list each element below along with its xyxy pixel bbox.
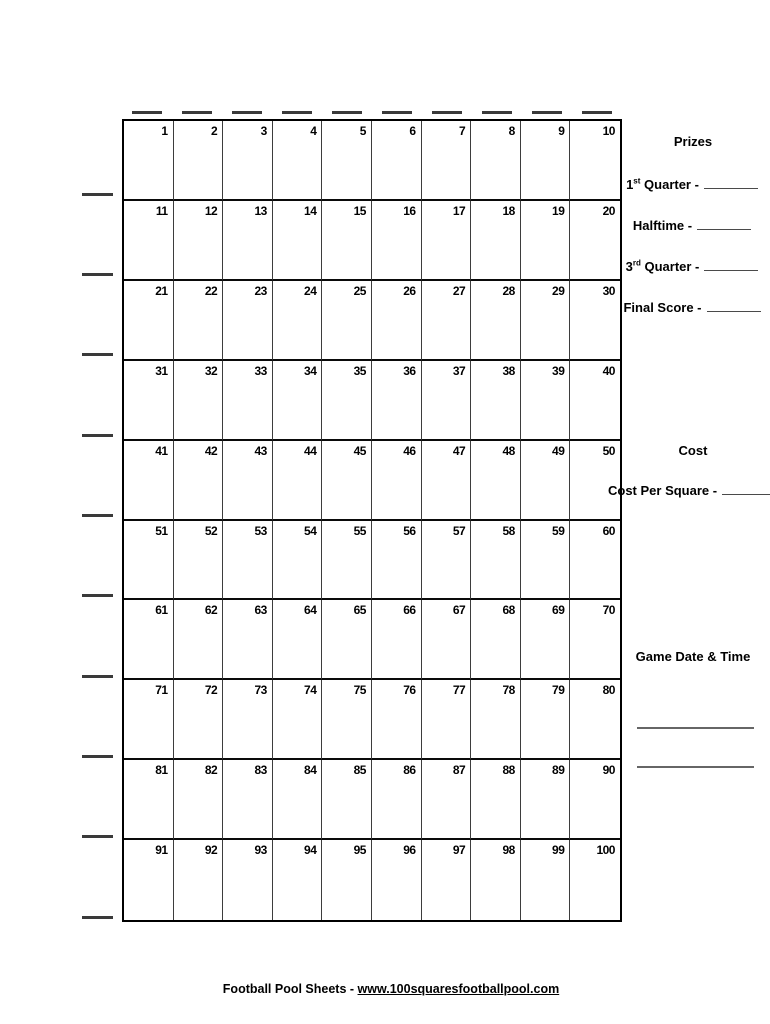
prize-row xyxy=(614,300,770,318)
square-number: 37 xyxy=(452,363,466,378)
square-number: 98 xyxy=(502,843,515,858)
footer-text: Football Pool Sheets - xyxy=(222,982,358,996)
grid-square[interactable] xyxy=(471,680,521,760)
square-number: 8 xyxy=(508,124,515,138)
grid-square[interactable] xyxy=(372,680,422,760)
grid-square[interactable] xyxy=(223,521,273,601)
squares-grid xyxy=(122,119,622,922)
square-number: 69 xyxy=(552,603,565,618)
square-number: 58 xyxy=(502,523,515,538)
row-score-blank[interactable] xyxy=(82,353,113,356)
grid-square[interactable] xyxy=(422,361,472,441)
square-number: 79 xyxy=(552,683,565,698)
grid-square[interactable] xyxy=(372,281,422,361)
grid-square[interactable] xyxy=(471,760,521,840)
column-score-blank[interactable] xyxy=(332,111,362,114)
square-number: 49 xyxy=(552,443,565,458)
grid-square[interactable] xyxy=(521,521,571,601)
cost-per-square-row xyxy=(608,483,770,498)
square-number: 48 xyxy=(502,443,515,458)
grid-square[interactable] xyxy=(372,600,422,680)
grid-square[interactable] xyxy=(471,121,521,201)
grid-square[interactable] xyxy=(223,600,273,680)
square-number: 13 xyxy=(254,203,267,218)
prize-label: Halftime - xyxy=(632,218,693,233)
prizes-title: Prizes xyxy=(673,134,713,149)
grid-square[interactable] xyxy=(273,600,323,680)
square-number: 57 xyxy=(452,523,466,538)
grid-square[interactable] xyxy=(422,121,472,201)
grid-square[interactable] xyxy=(174,361,224,441)
grid-square[interactable] xyxy=(124,441,174,521)
prize-row xyxy=(614,177,770,195)
grid-square[interactable] xyxy=(124,521,174,601)
grid-square[interactable] xyxy=(471,441,521,521)
square-number: 31 xyxy=(155,363,168,378)
cost-per-square-label: Cost Per Square - xyxy=(608,483,718,498)
grid-square[interactable] xyxy=(570,441,620,521)
grid-square[interactable] xyxy=(322,840,372,920)
row-score-blank[interactable] xyxy=(82,434,113,437)
grid-square[interactable] xyxy=(372,361,422,441)
square-number: 68 xyxy=(502,603,515,618)
square-number: 64 xyxy=(304,603,317,618)
square-number: 26 xyxy=(403,283,416,298)
prize-blank-line[interactable] xyxy=(707,300,761,312)
square-number: 1 xyxy=(161,124,168,138)
grid-square[interactable] xyxy=(223,121,273,201)
square-number: 11 xyxy=(155,203,168,218)
column-score-blank[interactable] xyxy=(182,111,212,114)
grid-square[interactable] xyxy=(570,281,620,361)
prize-row xyxy=(614,218,770,236)
prizes-list xyxy=(614,177,770,341)
prize-blank-line[interactable] xyxy=(704,177,758,189)
grid-square[interactable] xyxy=(124,840,174,920)
square-number: 60 xyxy=(602,523,615,538)
grid-square[interactable] xyxy=(124,361,174,441)
square-number: 84 xyxy=(304,763,317,778)
square-number: 76 xyxy=(403,683,416,698)
grid-square[interactable] xyxy=(124,201,174,281)
square-number: 95 xyxy=(353,843,366,858)
grid-square[interactable] xyxy=(174,121,224,201)
game-date-line-2[interactable] xyxy=(637,766,754,768)
square-number: 62 xyxy=(204,603,218,618)
grid-square[interactable] xyxy=(422,760,472,840)
column-score-blank[interactable] xyxy=(582,111,612,114)
grid-square[interactable] xyxy=(521,680,571,760)
square-number: 4 xyxy=(310,124,317,138)
column-score-blank[interactable] xyxy=(282,111,312,114)
grid-square[interactable] xyxy=(322,361,372,441)
grid-square[interactable] xyxy=(223,361,273,441)
square-number: 88 xyxy=(502,763,515,778)
grid-square[interactable] xyxy=(174,281,224,361)
grid-square[interactable] xyxy=(570,361,620,441)
square-number: 47 xyxy=(452,443,466,458)
prize-row xyxy=(614,259,770,277)
square-number: 15 xyxy=(353,203,366,218)
prize-blank-line[interactable] xyxy=(697,218,751,230)
grid-square[interactable] xyxy=(273,840,323,920)
square-number: 52 xyxy=(204,523,218,538)
grid-square[interactable] xyxy=(273,121,323,201)
grid-square[interactable] xyxy=(273,521,323,601)
square-number: 46 xyxy=(403,443,416,458)
square-number: 16 xyxy=(403,203,416,218)
square-number: 7 xyxy=(459,124,466,138)
row-score-blank[interactable] xyxy=(82,835,113,838)
grid-square[interactable] xyxy=(471,600,521,680)
grid-square[interactable] xyxy=(322,201,372,281)
grid-square[interactable] xyxy=(223,201,273,281)
square-number: 86 xyxy=(403,763,416,778)
grid-square[interactable] xyxy=(124,121,174,201)
grid-square[interactable] xyxy=(471,840,521,920)
grid-square[interactable] xyxy=(124,281,174,361)
square-number: 78 xyxy=(502,683,515,698)
footer-link[interactable]: www.100squaresfootballpool.com xyxy=(357,982,560,996)
grid-square[interactable] xyxy=(223,281,273,361)
square-number: 53 xyxy=(254,523,267,538)
square-number: 22 xyxy=(204,283,218,298)
grid-square[interactable] xyxy=(570,760,620,840)
grid-square[interactable] xyxy=(124,760,174,840)
grid-square[interactable] xyxy=(223,680,273,760)
grid-square[interactable] xyxy=(521,201,571,281)
square-number: 81 xyxy=(155,763,168,778)
prize-label: 3rd Quarter - xyxy=(625,259,700,275)
grid-square[interactable] xyxy=(422,840,472,920)
grid-square[interactable] xyxy=(322,600,372,680)
grid-square[interactable] xyxy=(372,760,422,840)
square-number: 93 xyxy=(254,843,267,858)
grid-square[interactable] xyxy=(273,361,323,441)
grid-square[interactable] xyxy=(471,361,521,441)
row-score-blank[interactable] xyxy=(82,594,113,597)
square-number: 85 xyxy=(353,763,366,778)
grid-square[interactable] xyxy=(471,521,521,601)
square-number: 38 xyxy=(502,363,515,378)
row-score-blank[interactable] xyxy=(82,916,113,919)
square-number: 97 xyxy=(452,843,466,858)
grid-square[interactable] xyxy=(521,840,571,920)
prize-label: Final Score - xyxy=(623,300,702,315)
square-number: 21 xyxy=(155,283,168,298)
grid-square[interactable] xyxy=(322,441,372,521)
square-number: 35 xyxy=(353,363,366,378)
square-number: 25 xyxy=(353,283,366,298)
grid-square[interactable] xyxy=(570,600,620,680)
grid-square[interactable] xyxy=(570,521,620,601)
square-number: 43 xyxy=(254,443,267,458)
square-number: 99 xyxy=(552,843,565,858)
square-number: 9 xyxy=(558,124,565,138)
square-number: 87 xyxy=(452,763,466,778)
square-number: 27 xyxy=(452,283,466,298)
square-number: 5 xyxy=(359,124,366,138)
square-number: 61 xyxy=(155,603,168,618)
square-number: 80 xyxy=(602,683,615,698)
square-number: 89 xyxy=(552,763,565,778)
square-number: 44 xyxy=(304,443,317,458)
square-number: 17 xyxy=(452,203,466,218)
grid-square[interactable] xyxy=(223,441,273,521)
square-number: 73 xyxy=(254,683,267,698)
prize-blank-line[interactable] xyxy=(704,259,758,271)
grid-square[interactable] xyxy=(322,760,372,840)
square-number: 39 xyxy=(552,363,565,378)
square-number: 20 xyxy=(602,203,615,218)
square-number: 18 xyxy=(502,203,515,218)
square-number: 90 xyxy=(602,763,615,778)
grid-square[interactable] xyxy=(570,840,620,920)
grid-square[interactable] xyxy=(174,840,224,920)
square-number: 63 xyxy=(254,603,267,618)
square-number: 19 xyxy=(552,203,565,218)
grid-square[interactable] xyxy=(521,281,571,361)
grid-square[interactable] xyxy=(322,121,372,201)
grid-square[interactable] xyxy=(124,600,174,680)
column-score-blank[interactable] xyxy=(382,111,412,114)
square-number: 45 xyxy=(353,443,366,458)
grid-square[interactable] xyxy=(521,600,571,680)
grid-square[interactable] xyxy=(570,680,620,760)
square-number: 71 xyxy=(155,683,168,698)
grid-square[interactable] xyxy=(223,760,273,840)
grid-square[interactable] xyxy=(273,441,323,521)
square-number: 28 xyxy=(502,283,515,298)
grid-square[interactable] xyxy=(174,680,224,760)
square-number: 56 xyxy=(403,523,416,538)
grid-square[interactable] xyxy=(570,121,620,201)
grid-square[interactable] xyxy=(174,521,224,601)
grid-square[interactable] xyxy=(174,201,224,281)
square-number: 41 xyxy=(155,443,168,458)
cost-blank-line[interactable] xyxy=(722,483,770,495)
square-number: 96 xyxy=(403,843,416,858)
grid-square[interactable] xyxy=(124,680,174,760)
grid-square[interactable] xyxy=(174,760,224,840)
square-number: 33 xyxy=(254,363,267,378)
square-number: 67 xyxy=(452,603,466,618)
game-date-time-title: Game Date & Time xyxy=(635,649,751,664)
footer xyxy=(0,982,770,996)
column-score-blank[interactable] xyxy=(132,111,162,114)
grid-square[interactable] xyxy=(570,201,620,281)
row-score-blank[interactable] xyxy=(82,514,113,517)
grid-square[interactable] xyxy=(372,521,422,601)
square-number: 72 xyxy=(204,683,218,698)
grid-square[interactable] xyxy=(273,760,323,840)
square-number: 91 xyxy=(155,843,168,858)
grid-square[interactable] xyxy=(372,121,422,201)
square-number: 55 xyxy=(353,523,366,538)
square-number: 24 xyxy=(304,283,317,298)
square-number: 75 xyxy=(353,683,366,698)
grid-square[interactable] xyxy=(273,281,323,361)
grid-square[interactable] xyxy=(223,840,273,920)
grid-square[interactable] xyxy=(422,281,472,361)
grid-square[interactable] xyxy=(322,521,372,601)
grid-square[interactable] xyxy=(273,201,323,281)
square-number: 51 xyxy=(155,523,168,538)
grid-square[interactable] xyxy=(471,201,521,281)
row-score-blank[interactable] xyxy=(82,273,113,276)
square-number: 59 xyxy=(552,523,565,538)
grid-square[interactable] xyxy=(174,441,224,521)
square-number: 82 xyxy=(204,763,218,778)
grid-square[interactable] xyxy=(422,201,472,281)
square-number: 6 xyxy=(409,124,416,138)
grid-square[interactable] xyxy=(422,600,472,680)
square-number: 12 xyxy=(204,203,218,218)
square-number: 40 xyxy=(602,363,615,378)
column-score-blank[interactable] xyxy=(532,111,562,114)
square-number: 83 xyxy=(254,763,267,778)
column-score-blank[interactable] xyxy=(432,111,462,114)
square-number: 36 xyxy=(403,363,416,378)
square-number: 3 xyxy=(260,124,267,138)
column-score-blank[interactable] xyxy=(232,111,262,114)
row-score-blank[interactable] xyxy=(82,675,113,678)
square-number: 50 xyxy=(602,443,615,458)
grid-square[interactable] xyxy=(322,680,372,760)
row-score-blank[interactable] xyxy=(82,193,113,196)
grid-square[interactable] xyxy=(322,281,372,361)
square-number: 92 xyxy=(204,843,218,858)
square-number: 29 xyxy=(552,283,565,298)
square-number: 66 xyxy=(403,603,416,618)
square-number: 100 xyxy=(596,843,615,858)
square-number: 2 xyxy=(211,124,218,138)
square-number: 42 xyxy=(204,443,218,458)
cost-title: Cost xyxy=(678,443,708,458)
square-number: 23 xyxy=(254,283,267,298)
square-number: 77 xyxy=(452,683,466,698)
square-number: 30 xyxy=(602,283,615,298)
square-number: 94 xyxy=(304,843,317,858)
grid-square[interactable] xyxy=(422,441,472,521)
grid-square[interactable] xyxy=(521,121,571,201)
game-date-line-1[interactable] xyxy=(637,727,754,729)
grid-square[interactable] xyxy=(372,840,422,920)
grid-square[interactable] xyxy=(422,680,472,760)
square-number: 32 xyxy=(204,363,218,378)
row-score-blank[interactable] xyxy=(82,755,113,758)
grid-square[interactable] xyxy=(174,600,224,680)
square-number: 10 xyxy=(602,124,615,138)
square-number: 70 xyxy=(602,603,615,618)
grid-square[interactable] xyxy=(521,441,571,521)
grid-square[interactable] xyxy=(521,760,571,840)
grid-square[interactable] xyxy=(273,680,323,760)
prize-label: 1st Quarter - xyxy=(626,177,699,193)
grid-square[interactable] xyxy=(471,281,521,361)
grid-square[interactable] xyxy=(372,201,422,281)
grid-square[interactable] xyxy=(422,521,472,601)
column-score-blank[interactable] xyxy=(482,111,512,114)
square-number: 34 xyxy=(304,363,317,378)
square-number: 14 xyxy=(304,203,317,218)
square-number: 65 xyxy=(353,603,366,618)
square-number: 54 xyxy=(304,523,317,538)
grid-square[interactable] xyxy=(372,441,422,521)
square-number: 74 xyxy=(304,683,317,698)
grid-square[interactable] xyxy=(521,361,571,441)
